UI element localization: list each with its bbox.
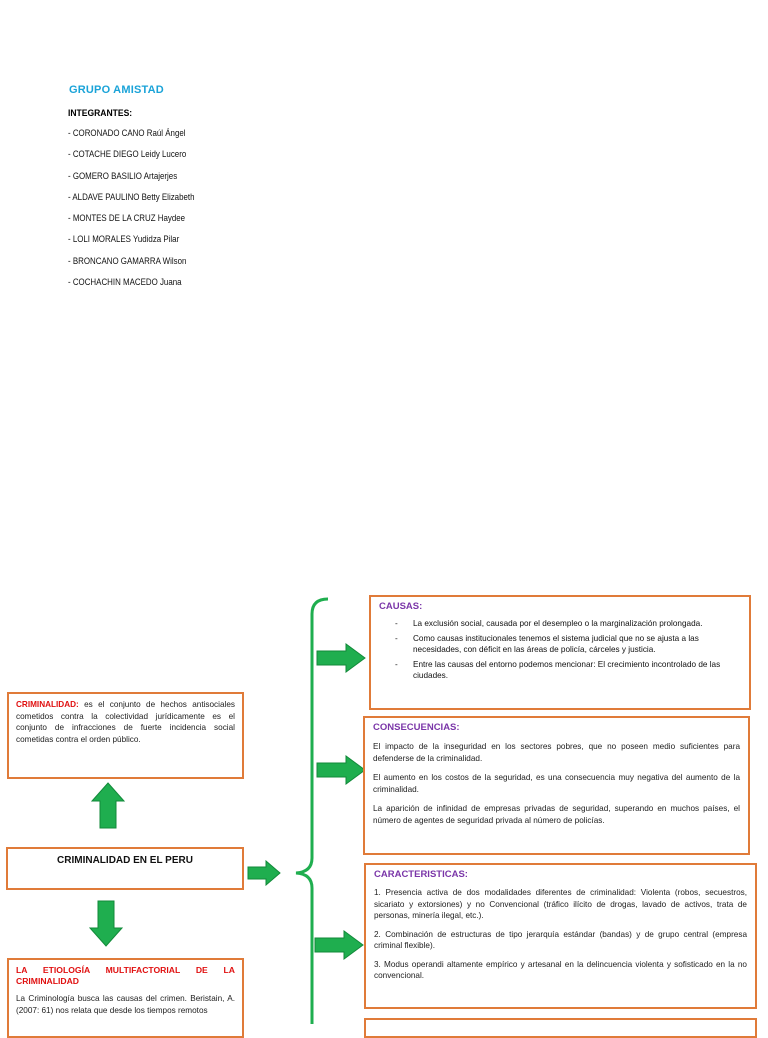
paragraph: 1. Presencia activa de dos modalidades diferentes de criminalidad: Violenta (robos, secuestros, sicariato y extorsiones) y no Convencional (tráfico ilícito de drogas, lavado de activos, trata de personas, minería ilegal, etc.). — [374, 888, 747, 920]
causas-heading: CAUSAS: — [379, 601, 423, 612]
caracteristicas-heading: CARACTERISTICAS: — [374, 869, 468, 880]
causas-box — [369, 595, 751, 710]
member-item: - GOMERO BASILIO Artajerjes — [68, 170, 178, 181]
causas-list — [379, 618, 741, 682]
paragraph: La aparición de infinidad de empresas privadas de seguridad, superando en muchos países, el número de agentes de seguridad privada al número de policías. — [373, 804, 740, 825]
member-item: - ALDAVE PAULINO Betty Elizabeth — [68, 191, 195, 202]
criminalidad-heading: CRIMINALIDAD: — [16, 700, 79, 709]
member-item: - LOLI MORALES Yudidza Pilar — [68, 234, 180, 245]
arrow-up-icon — [91, 782, 125, 829]
criminalidad-text: es el conjunto de hechos antisociales cometidos contra la colectividad jurídicamente es el conjunto de infracciones de fuerte incidencia social cometidas contra el orden público. — [16, 700, 235, 744]
member-item: - MONTES DE LA CRUZ Haydee — [68, 213, 186, 224]
caracteristicas-box — [364, 863, 757, 1009]
arrow-right-icon — [247, 860, 281, 886]
member-item: - CORONADO CANO Raúl Ángel — [68, 128, 186, 138]
arrow-right-icon — [316, 755, 366, 785]
etiologia-box — [7, 958, 244, 1038]
paragraph: El impacto de la inseguridad en los sectores pobres, que no poseen medio suficientes para defenderse de la criminalidad. — [373, 742, 740, 763]
member-item: - COTACHE DIEGO Leidy Lucero — [68, 149, 187, 160]
group-title: GRUPO AMISTAD — [69, 84, 164, 96]
etiologia-text: La Criminología busca las causas del crimen. Beristain, A. (2007: 61) nos relata que desde los tiempos remotos — [16, 994, 235, 1015]
consecuencias-heading: CONSECUENCIAS: — [373, 722, 460, 733]
members-label: INTEGRANTES: — [68, 108, 133, 119]
list-item: - La exclusión social, causada por el desempleo o la marginalización prolongada. — [413, 618, 741, 630]
central-topic-box — [6, 847, 244, 890]
etiologia-heading: LA ETIOLOGÍA MULTIFACTORIAL DE LA CRIMINALIDAD — [16, 965, 235, 986]
central-topic-title: CRIMINALIDAD EN EL PERU — [57, 855, 193, 866]
consecuencias-box — [363, 716, 750, 855]
paragraph: El aumento en los costos de la seguridad, es una consecuencia muy negativa del aumento de la criminalidad. — [373, 773, 740, 794]
arrow-right-icon — [316, 643, 366, 673]
members-list — [68, 128, 212, 298]
arrow-down-icon — [89, 900, 123, 947]
arrow-right-icon — [314, 930, 364, 960]
criminalidad-definition-box — [7, 692, 244, 779]
member-item: - BRONCANO GAMARRA Wilson — [68, 255, 187, 266]
paragraph: 2. Combinación de estructuras de tipo jerarquía estándar (bandas) y de grupo central (empresa criminal flexible). — [374, 929, 747, 950]
next-section-box — [364, 1018, 757, 1038]
list-item: - Entre las causas del entorno podemos mencionar: El crecimiento incontrolado de las ciudades. — [413, 659, 741, 682]
paragraph: 3. Modus operandi altamente empírico y artesanal en la delincuencia violenta y sofisticado en la no convencional. — [374, 959, 747, 980]
list-item: - Como causas institucionales tenemos el sistema judicial que no se ajusta a las necesidades, con déficit en las áreas de policía, cárceles y justicia. — [413, 633, 741, 656]
member-item: - COCHACHIN MACEDO Juana — [68, 277, 182, 288]
